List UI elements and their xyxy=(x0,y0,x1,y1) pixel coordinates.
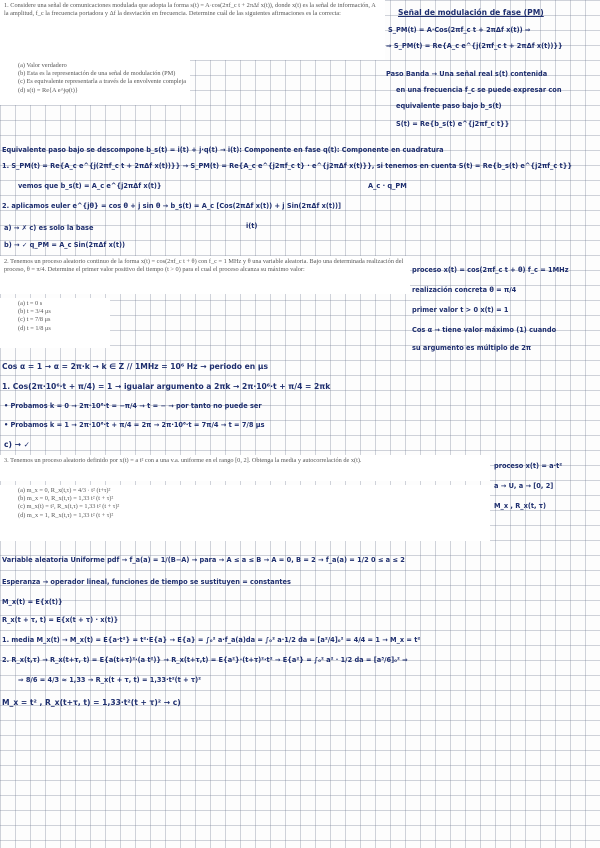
note-autocorr-result: ⇒ 8/6 = 4/3 ≈ 1,33 → R_x(t + τ, t) = 1,33·t²(t + τ)² xyxy=(18,676,202,684)
note-pm-title: Señal de modulación de fase (PM) xyxy=(398,8,544,17)
note-pm-eq1: S_PM(t) = A·Cos(2πf_c t + 2πΔf x(t)) ⇒ xyxy=(388,26,531,34)
note-step1-result: vemos que b_s(t) = A_c e^{j2πΔf x(t)} xyxy=(18,182,162,190)
note-mean-calc: 1. media M_x(t) → M_x(t) = E{a·t²} = t²·E{a} → E{a} = ∫₀² a·f_a(a)da = ∫₀² a·1/2 da = [a²/4]₀² = 4/4 = 1 → M_x = t² xyxy=(2,636,421,644)
note-targets: M_x , R_x(t, τ) xyxy=(494,502,547,510)
problem-3-intro: 3. Tenemos un proceso aleatorio definido por x(t) = a t² con a una v.a. uniforme en el rango [0, 2]. Obtenga la media y autocorrelación de x(t). xyxy=(4,457,362,464)
problem-1-statement xyxy=(0,0,385,60)
note-it-label: i(t) xyxy=(246,222,258,230)
problem-2-option-a: (a) t = 0 s xyxy=(18,300,43,307)
note-mean-def: M_x(t) = E{x(t)} xyxy=(2,598,63,606)
note-passband-1: Paso Banda → Una señal real s(t) contenida xyxy=(386,70,548,78)
problem-2-intro: 2. Tenemos un proceso aleatorio continuo de la forma x(t) = cos(2πf_c t + θ) con f_c = 1 MHz y θ una variable aleatoria. Bajo una determinada realización del proceso, θ = π/4. Determine el primer valor positivo del tiempo (t > 0) para el cual el proceso alcanza su máximo valor: xyxy=(4,258,404,274)
note-autocorr-def: R_x(t + τ, t) = E{x(t + τ) · x(t)} xyxy=(2,616,119,624)
problem-3-statement xyxy=(0,455,490,481)
note-cos-argument: Cos α = 1 → α = 2π·k → k ∈ Z // 1MHz = 10⁶ Hz → periodo en μs xyxy=(2,362,268,371)
problem-1-option-b: (b) Esta es la representación de una señal de modulación (PM) xyxy=(18,70,176,78)
problem-1-option-c: (c) Es equivalente representarla a través de la envolvente compleja xyxy=(18,78,187,86)
problem-2-statement xyxy=(0,256,410,294)
note-step2: 2. aplicamos euler e^{jθ} = cos θ + j sin θ → b_s(t) = A_c [Cos(2πΔf x(t)) + j Sin(2πΔf x(t))] xyxy=(2,202,342,210)
problem-3-options xyxy=(0,485,490,541)
note-process-3: proceso x(t) = a·t² xyxy=(494,462,563,470)
note-pm-eq2: ⇒ S_PM(t) = Re{A_c e^{j(2πf_c t + 2πΔf x(t))}} xyxy=(386,42,563,50)
problem-3-option-b: (b) m_x = 0, R_x(t,τ) = 1,33 t² (t + τ)² xyxy=(18,495,114,503)
problem-3-option-a: (a) m_x = 0, R_x(t,τ) = 4/3 · t² (t+τ)² xyxy=(18,487,111,494)
note-passband-4: S(t) = Re{b_s(t) e^{j2πf_c t}} xyxy=(396,120,510,128)
note-k1: • Probamos k = 1 → 2π·10⁶·t + π/4 = 2π → 2π·10⁶·t = 7π/4 → t = 7/8 μs xyxy=(4,421,265,429)
note-final-answer: M_x = t² , R_x(t+τ, t) = 1,33·t²(t + τ)² → c) xyxy=(2,698,181,707)
problem-2-option-d: (d) t = 1/8 μs xyxy=(18,324,51,332)
note-k0: • Probamos k = 0 → 2π·10⁶·t = −π/4 → t = − → por tanto no puede ser xyxy=(4,402,262,410)
note-process-def: proceso x(t) = cos(2πf_c t + θ) f_c = 1MHz xyxy=(412,266,569,274)
problem-1-option-d: (d) s(t) = Re{A e^jφ(t)} xyxy=(18,86,78,94)
note-answer-a: a) → ✗ c) es solo la base xyxy=(4,224,94,232)
note-first-value: primer valor t > 0 x(t) = 1 xyxy=(412,306,509,314)
note-acqpm: A_c · q_PM xyxy=(368,182,407,190)
problem-2-option-c: (c) t = 7/8 μs xyxy=(18,316,51,324)
note-answer-c: c) → ✓ xyxy=(4,440,30,449)
note-passband-3: equivalente paso bajo b_s(t) xyxy=(396,102,502,110)
problem-3-option-c: (c) m_x(t) = t², R_x(t,τ) = 1,33 t² (t + τ)² xyxy=(18,503,120,511)
note-equation: 1. Cos(2π·10⁶·t + π/4) = 1 → igualar argumento a 2πk → 2π·10⁶·t + π/4 = 2πk xyxy=(2,382,331,391)
note-uniform-pdf: Variable aleatoria Uniforme pdf → f_a(a) = 1/(B−A) → para → A ≤ a ≤ B → A = 0, B = 2 → f_a(a) = 1/2 0 ≤ a ≤ 2 xyxy=(2,556,405,564)
problem-1-option-a: (a) Valor verdadero xyxy=(18,62,67,69)
note-autocorr-calc: 2. R_x(t,τ) → R_x(t+τ, t) = E{a(t+τ)²·(a t²)} → R_x(t+τ,t) = E{a²}·(t+τ)²·t² → E{a²} = ∫₀² a² · 1/2 da = [a³/6]₀² ⇒ xyxy=(2,656,408,664)
note-lowpass-decomp: Equivalente paso bajo se descompone b_s(t) = i(t) + j·q(t) → i(t): Componente en fase q(t): Componente en cuadratura xyxy=(2,146,444,154)
note-expectation: Esperanza → operador lineal, funciones de tiempo se sustituyen = constantes xyxy=(2,578,291,586)
note-uniform-range: a → U, a → [0, 2] xyxy=(494,482,554,490)
problem-2-options xyxy=(0,298,110,348)
note-step1: 1. S_PM(t) = Re{A_c e^{j(2πf_c t + 2πΔf x(t))}} → S_PM(t) = Re{A_c e^{j2πf_c t} · e^{j2πΔf x(t)}}, si tenemos en cuenta S(t) = Re{b_s(t) e^{j2πf_c t}} xyxy=(2,162,573,170)
problem-2-option-b: (b) t = 3/4 μs xyxy=(18,308,51,316)
problem-3-option-d: (d) m_x = 1, R_x(t,τ) = 1,33 t² (t + τ)² xyxy=(18,511,114,519)
note-answer-b: b) → ✓ q_PM = A_c Sin(2πΔf x(t)) xyxy=(4,241,126,249)
note-cos-max-1: Cos α → tiene valor máximo (1) cuando xyxy=(412,326,557,334)
note-cos-max-2: su argumento es múltiplo de 2π xyxy=(412,344,532,352)
problem-1-options xyxy=(0,60,190,105)
note-realization: realización concreta θ = π/4 xyxy=(412,286,517,294)
note-passband-2: en una frecuencia f_c se puede expresar con xyxy=(396,86,562,94)
problem-1-intro: 1. Considere una señal de comunicaciones modulada que adopta la forma s(t) = A·cos(2πf_c t + 2πΔf x(t)), donde x(t) es la señal de información, A la amplitud, f_c la frecuencia portadora y Δf la desviación en frecuencia. Determine cuál de las siguientes afirmaciones es la correcta: xyxy=(4,2,376,18)
